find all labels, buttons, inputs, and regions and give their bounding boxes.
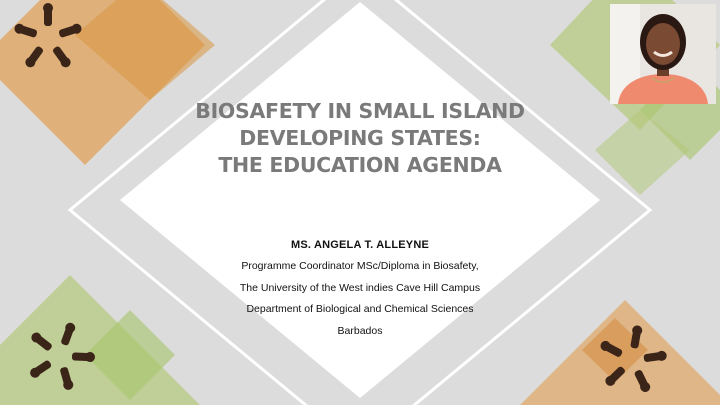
presenter-university: The University of the West indies Cave Hill Campus [239,281,481,294]
presenter-name: MS. ANGELA T. ALLEYNE [290,239,430,251]
presenter-role: Programme Coordinator MSc/Diploma in Biosafety, [241,260,479,272]
presenter-department: Department of Biological and Chemical Sciences [246,303,474,315]
title-line-1: BIOSAFETY IN SMALL ISLAND [195,99,525,123]
speaker-photo [610,4,716,104]
presenter-country: Barbados [337,324,383,337]
title-line-2: DEVELOPING STATES: [239,126,481,150]
title-line-3: THE EDUCATION AGENDA [218,153,502,177]
slide-title [160,98,560,179]
presenter-info [180,238,540,345]
